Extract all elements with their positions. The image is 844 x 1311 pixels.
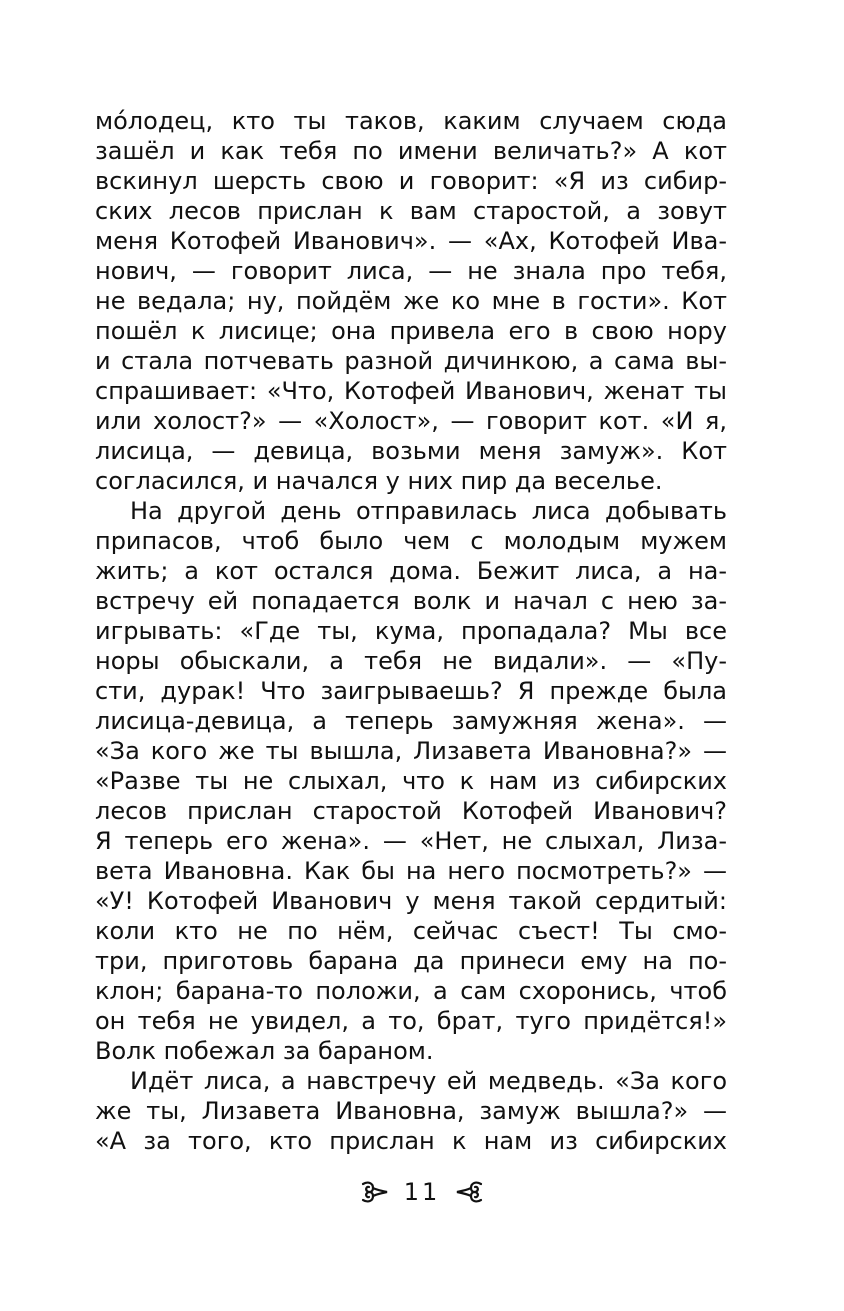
paragraph-start-line: На другой день отправилась лиса добывать (130, 497, 727, 525)
text-line: он тебя не увидел, а то, брат, туго придётся!» (95, 1007, 727, 1035)
text-line: три, приготовь барана да принеси ему на по- (95, 947, 727, 975)
text-line: сти, дурак! Что заигрываешь? Я прежде была (95, 677, 727, 705)
text-line: или холост?» — «Холост», — говорит кот. «И я, (95, 407, 727, 435)
text-line: не ведала; ну, пойдём же ко мне в гости». Кот (95, 287, 727, 315)
text-line: жить; а кот остался дома. Бежит лиса, а на- (95, 557, 727, 585)
text-line: зашёл и как тебя по имени величать?» А кот (95, 137, 727, 165)
text-line: же ты, Лизавета Ивановна, замуж вышла?» — (95, 1097, 727, 1125)
scroll-ornament-right-icon (454, 1179, 484, 1205)
text-line: Я теперь его жена». — «Нет, не слыхал, Лиза- (95, 827, 727, 855)
page-number: 11 (403, 1178, 441, 1206)
text-line: встречу ей попадается волк и начал с нею за- (95, 587, 727, 615)
text-line: меня Котофей Иванович». — «Ах, Котофей Ива- (95, 227, 727, 255)
text-line: лисица-девица, а теперь замужняя жена». — (95, 707, 727, 735)
text-line: «У! Котофей Иванович у меня такой сердитый: (95, 887, 727, 915)
text-line: нович, — говорит лиса, — не знала про тебя, (95, 257, 727, 285)
text-line: спрашивает: «Что, Котофей Иванович, женат ты (95, 377, 727, 405)
paragraph-end-line: Волк побежал за бараном. (95, 1037, 434, 1065)
text-line: норы обыскали, а тебя не видали». — «Пу- (95, 647, 727, 675)
text-line: припасов, чтоб было чем с молодым мужем (95, 527, 727, 555)
text-line: вскинул шерсть свою и говорит: «Я из сибир- (95, 167, 727, 195)
text-line: «За кого же ты вышла, Лизавета Ивановна?» — (95, 737, 727, 765)
page-footer (0, 1176, 844, 1208)
text-line: коли кто не по нём, сейчас съест! Ты смо- (95, 917, 727, 945)
text-line: клон; барана-то положи, а сам схоронись, чтоб (95, 977, 727, 1005)
text-line: вета Ивановна. Как бы на него посмотреть?» — (95, 857, 727, 885)
text-line: ских лесов прислан к вам старостой, а зовут (95, 197, 727, 225)
text-line: игрывать: «Где ты, кума, пропадала? Мы все (95, 617, 727, 645)
text-line: «А за того, кто прислан к нам из сибирских (95, 1127, 727, 1155)
text-line: лисица, — девица, возьми меня замуж». Кот (95, 437, 727, 465)
page-text (95, 106, 727, 1156)
text-line: мо́лодец, кто ты таков, каким случаем сюда (95, 107, 727, 135)
text-line: лесов прислан старостой Котофей Иванович? (95, 797, 727, 825)
paragraph-end-line: согласился, и начался у них пир да веселье. (95, 467, 663, 495)
text-line: и стала потчевать разной дичинкою, а сама вы- (95, 347, 727, 375)
scroll-ornament-left-icon (360, 1179, 390, 1205)
text-line: «Разве ты не слыхал, что к нам из сибирских (95, 767, 727, 795)
paragraph-start-line: Идёт лиса, а навстречу ей медведь. «За кого (130, 1067, 727, 1095)
text-line: пошёл к лисице; она привела его в свою нору (95, 317, 727, 345)
